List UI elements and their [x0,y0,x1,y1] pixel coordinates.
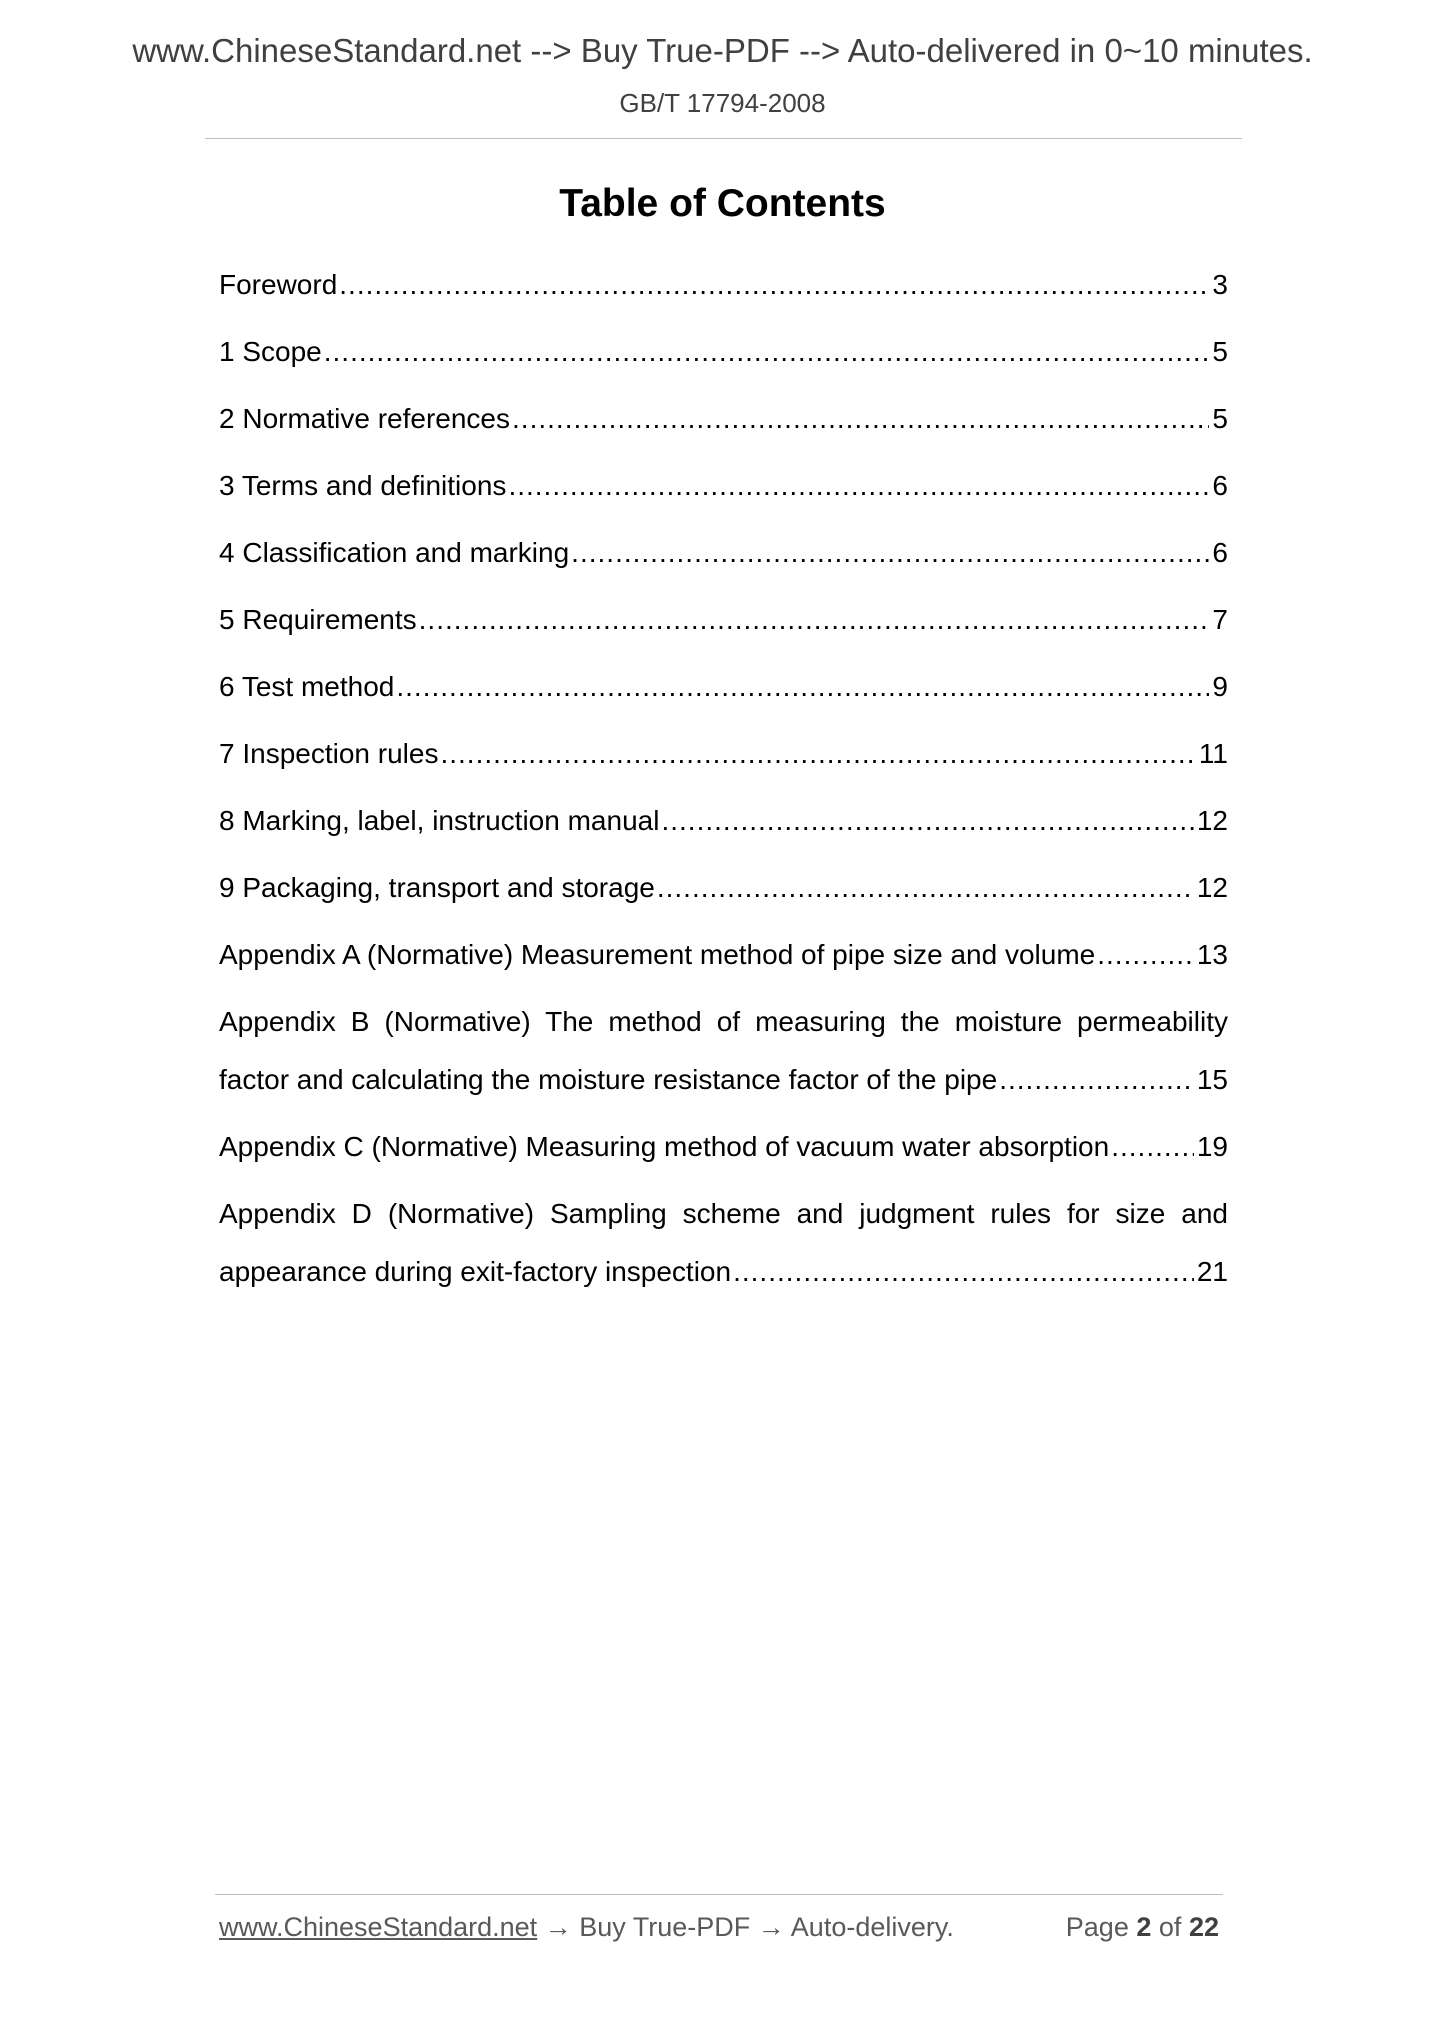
toc-entry-title: 1 Scope [219,336,322,367]
toc-entry-page: 9 [1212,671,1228,702]
dot-leader [657,859,1194,917]
page-of-label: of [1158,1912,1182,1942]
toc-entry[interactable] [219,524,1228,582]
toc-entry[interactable] [219,1118,1228,1176]
toc-entry[interactable] [219,457,1228,515]
toc-entry-title-line1: Appendix B (Normative) The method of measuring the moisture permeability [219,1006,1228,1037]
toc-entry[interactable] [219,725,1228,783]
toc-entry-page: 6 [1212,537,1228,568]
toc-entry-title: Appendix C (Normative) Measuring method of vacuum water absorption [219,1131,1110,1162]
dot-leader [324,323,1210,381]
toc-entry-page: 5 [1212,403,1228,434]
dot-leader [512,390,1209,448]
header-divider [205,138,1242,139]
dot-leader [661,792,1193,850]
page-current: 2 [1136,1912,1152,1942]
toc-entry[interactable] [219,256,1228,314]
dot-leader [396,658,1209,716]
top-banner: www.ChineseStandard.net --> Buy True-PDF --> Auto-delivered in 0~10 minutes. [132,32,1313,69]
toc-entry-title: 2 Normative references [219,403,511,434]
dot-leader [1111,1118,1194,1176]
toc-entry-page: 3 [1212,269,1228,300]
page-label: Page [1065,1912,1129,1942]
toc-entry[interactable] [219,658,1228,716]
dot-leader [1097,926,1194,984]
dot-leader [419,591,1210,649]
toc-entry-title: 8 Marking, label, instruction manual [219,805,660,836]
toc-entry-title: Appendix A (Normative) Measurement method of pipe size and volume [219,939,1096,970]
toc-entry-title: 6 Test method [219,671,395,702]
footer-buy-text: Buy True-PDF [579,1912,751,1942]
dot-leader [999,1051,1194,1109]
toc-entry[interactable] [219,591,1228,649]
footer-site-link[interactable]: www.ChineseStandard.net [219,1912,538,1942]
page-total: 22 [1188,1912,1219,1942]
footer-auto-text: Auto-delivery. [790,1912,954,1942]
toc-entry-title-line2: factor and calculating the moisture resistance factor of the pipe [219,1064,998,1095]
toc-entry[interactable] [219,792,1228,850]
page-indicator [1066,1912,1219,1943]
toc-entry-title: 4 Classification and marking [219,537,570,568]
toc-entry-page: 21 [1196,1256,1228,1287]
toc-entry-title: 9 Packaging, transport and storage [219,872,655,903]
toc-entry[interactable] [219,390,1228,448]
toc-entry-page: 5 [1212,336,1228,367]
toc-entry-title: 7 Inspection rules [219,738,439,769]
toc-entry-title: Foreword [219,269,338,300]
arrow-right-icon: → [544,1912,572,1942]
toc-entry-page: 12 [1196,805,1228,836]
toc-entry[interactable] [219,323,1228,381]
toc-entry-page: 19 [1196,1131,1228,1162]
toc-title: Table of Contents [559,182,886,225]
toc-entry[interactable] [219,926,1228,984]
toc-entry-page: 6 [1212,470,1228,501]
dot-leader [733,1243,1194,1301]
toc-entry[interactable] [219,859,1228,917]
toc-entry[interactable] [219,993,1228,1109]
toc-entry-title: 3 Terms and definitions [219,470,507,501]
toc-entry-page: 7 [1212,604,1228,635]
toc-entry-title: 5 Requirements [219,604,417,635]
dot-leader [440,725,1195,783]
toc-entry-page: 12 [1196,872,1228,903]
dot-leader [339,256,1209,314]
standard-code: GB/T 17794-2008 [619,88,826,118]
toc-entry-page: 15 [1196,1064,1228,1095]
toc-entry-page: 13 [1196,939,1228,970]
toc-entry-page: 11 [1198,738,1228,769]
toc-entry-title-line2: appearance during exit-factory inspection [219,1256,732,1287]
toc-entry[interactable] [219,1185,1228,1301]
footer [219,1912,1229,1943]
toc-entry-title-line1: Appendix D (Normative) Sampling scheme and judgment rules for size and [219,1198,1228,1229]
arrow-right-icon: → [757,1912,785,1942]
dot-leader [508,457,1209,515]
footer-divider [215,1894,1223,1895]
dot-leader [571,524,1209,582]
